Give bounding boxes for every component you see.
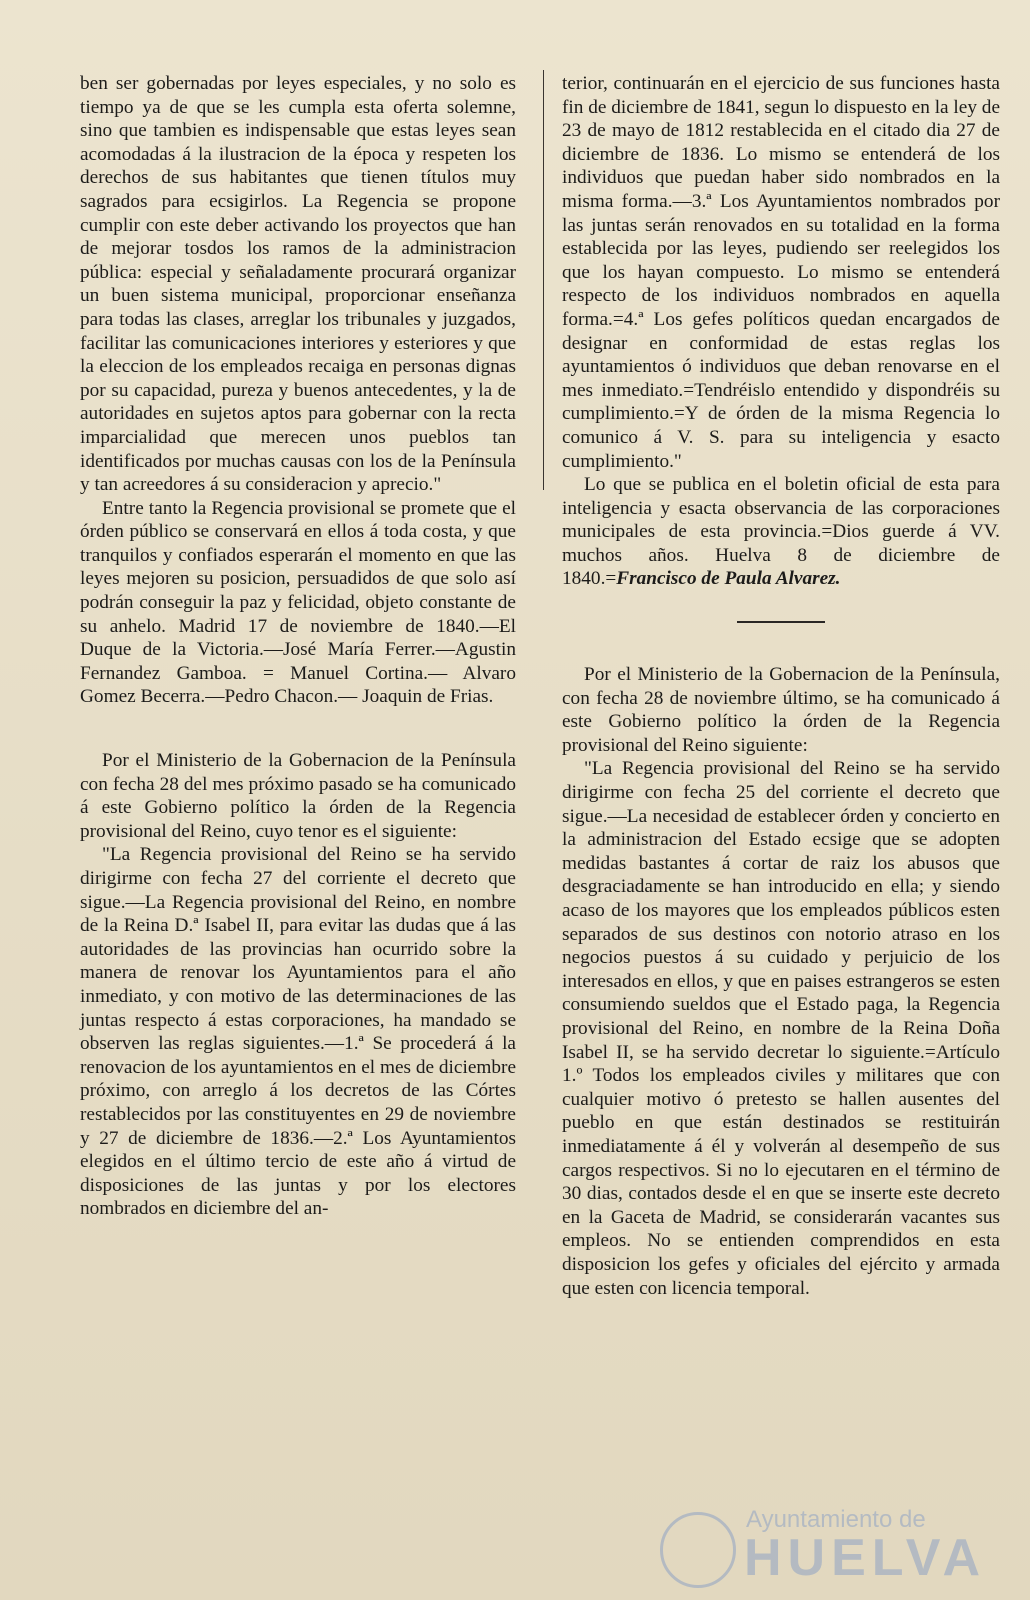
left-column xyxy=(80,72,516,1221)
left-paragraph-2: Entre tanto la Regencia provisional se promete que el órden público se conservará en ellos á toda costa, y que tranquilos y confiados esperarán el momento en que las leyes mejoren su posicion, persuadidos de que solo así podrán conseguir la paz y felicidad, objeto constante de su anhelo. Madrid 17 de noviembre de 1840.—El Duque de la Victoria.—José María Ferrer.—Agustin Fernandez Gamboa. = Manuel Cortina.— Alvaro Gomez Becerra.—Pedro Chacon.— Joaquin de Frias. xyxy=(80,497,516,708)
left-paragraph-4: "La Regencia provisional del Reino se ha servido dirigirme con fecha 27 del corriente el decreto que sigue.—La Regencia provisional del Reino, en nombre de la Reina D.ª Isabel II, para evitar las dudas que á las autoridades de las provincias han ocurrido sobre la manera de renovar los Ayuntamientos para el año inmediato, y con motivo de las determinaciones de las juntas respecto á estas corporaciones, ha mandado se observen las reglas siguientes.—1.ª Se procederá á la renovacion de los ayuntamientos en el mes de diciembre próximo, con arreglo á los decretos de las Córtes restablecidos por las constituyentes en 29 de noviembre y 27 de diciembre de 1836.—2.ª Los Ayuntamientos elegidos en el último tercio de este año á virtud de disposiciones de las juntas y por los electores nombrados en diciembre del an- xyxy=(80,844,516,1220)
right-paragraph-2 xyxy=(562,473,1000,591)
right-paragraph-4: "La Regencia provisional del Reino se ha servido dirigirme con fecha 25 del corriente el decreto que sigue.—La necesidad de establecer órden y concierto en la administracion del Estado ecsige que se adopten medidas bastantes á cortar de raiz los abusos que desgraciadamente se han introducido en ella; y siendo acaso de los mayores que los empleados públicos esten separados de sus destinos con notorio atraso en los negocios puestos á su cuidado y perjuicio de los interesados en ellos, y que en paises estrangeros se esten consumiendo sueldos que el Estado paga, la Regencia provisional del Reino, en nombre de la Reina Doña Isabel II, se ha servido decretar lo siguiente.=Artículo 1.º Todos los empleados civiles y militares que con cualquier motivo ó pretesto se hallen ausentes del pueblo en que están destinados se restituirán inmediatamente á él y volverán al desempeño de sus cargos respectivos. Si no lo ejecutaren en el término de 30 dias, contados desde el en que se inserte este decreto en la Gaceta de Madrid, se considerarán vacantes sus empleos. No se entienden comprendidos en esta disposicion los gefes y oficiales del ejército y armada que esten con licencia temporal. xyxy=(562,758,1000,1299)
watermark-seal-icon xyxy=(660,1512,736,1588)
right-paragraph-3: Por el Ministerio de la Gobernacion de la Península, con fecha 28 de noviembre último, se ha comunicado á este Gobierno político la órden de la Regencia provisional del Reino siguiente: xyxy=(562,664,1000,756)
column-divider xyxy=(543,70,544,490)
signature: Francisco de Paula Alvarez. xyxy=(616,568,841,590)
left-paragraph-3: Por el Ministerio de la Gobernacion de la Península con fecha 28 del mes próximo pasado se ha comunicado á este Gobierno político la órden de la Regencia provisional del Reino, cuyo tenor es el siguiente: xyxy=(80,750,516,842)
archive-watermark xyxy=(660,1500,1020,1595)
right-paragraph-1: terior, continuarán en el ejercicio de sus funciones hasta fin de diciembre de 1841, segun lo dispuesto en la ley de 23 de mayo de 1812 restablecida en el citado dia 27 de diciembre de 1836. Lo mismo se entenderá de los individuos que puedan haber sido nombrados en la misma forma.—3.ª Los Ayuntamientos nombrados por las juntas serán renovados en su totalidad en la forma establecida por las leyes, pudiendo ser reelegidos los que los hayan compuesto. Lo mismo se entenderá respecto de los individuos nombrados en aquella forma.=4.ª Los gefes políticos quedan encargados de designar en conformidad de estas reglas los ayuntamientos ó individuos que deban renovarse en el mes inmediato.=Tendréislo entendido y dispondréis su cumplimiento.=Y de órden de la misma Regencia lo comunico á V. S. para su inteligencia y esacto cumplimiento." xyxy=(562,73,1000,472)
right-column xyxy=(562,72,1000,1300)
left-paragraph-1: ben ser gobernadas por leyes especiales, y no solo es tiempo ya de que se les cumpla esta oferta solemne, sino que tambien es indispensable que estas leyes sean acomodadas á la ilustracion de la época y respeten los derechos de sus habitantes que tienen títulos muy sagrados para ecsigirlos. La Regencia se propone cumplir con este deber activando los proyectos que han de mejorar tosdos los ramos de la administracion pública: especial y señaladamente procurará organizar un buen sistema municipal, proporcionar enseñanza para todas las clases, arreglar los tribunales y juzgados, facilitar las comunicaciones interiores y esteriores y que la eleccion de los empleados recaiga en personas dignas por su capacidad, pureza y buenos antecedentes, y la de autoridades en sujetos aptos para gobernar con la recta imparcialidad que merecen unos pueblos tan identificados por muchas causas con los de la Península y tan acreedores á su consideracion y aprecio." xyxy=(80,73,516,496)
watermark-line-2: HUELVA xyxy=(744,1529,987,1587)
watermark-line-1: Ayuntamiento de xyxy=(746,1506,926,1533)
section-rule xyxy=(737,621,825,623)
right-paragraph-2-text: Lo que se publica en el boletin oficial de esta para inteligencia y esacta observancia de las corporaciones municipales de esta provincia.=Dios guerde á VV. muchos años. Huelva 8 de diciembre de 1840.= xyxy=(562,474,1000,590)
